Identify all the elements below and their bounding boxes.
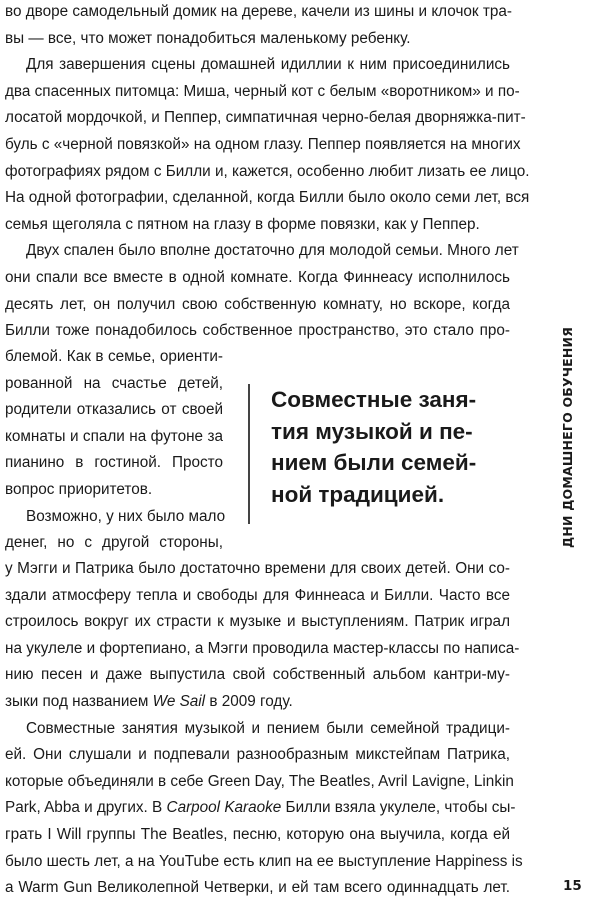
album-title: We Sail (152, 692, 206, 710)
text-line (5, 689, 510, 716)
text-line: было шесть лет, а на YouTube есть клип на ее выступление Happiness is (5, 852, 523, 870)
text-line: во дворе самодельный домик на дереве, качели из шины и клочок тра- (5, 3, 512, 20)
page-number: 15 (563, 878, 582, 894)
text-line: два спасенных питомца: Миша, черный кот с белым «воротником» и по- (5, 82, 520, 100)
text-line: родители отказались от своей (5, 401, 223, 419)
text-line: комнаты и спали на футоне за (5, 427, 223, 445)
text-line: Двух спален было вполне достаточно для молодой семьи. Много лет (26, 242, 519, 260)
text-line: вы — все, что может понадобиться маленькому ребенку. (5, 29, 411, 47)
text-run: Park, Abba и других. В (5, 799, 167, 817)
text-run: Билли взяла укулеле, чтобы сы- (281, 799, 516, 817)
body-text-wrapped (5, 344, 226, 557)
text-line (5, 795, 516, 822)
text-line: у Мэгги и Патрика было достаточно времени для своих детей. Они со- (5, 560, 510, 577)
text-line: грать I Will группы The Beatles, песню, которую она выучила, когда ей (5, 825, 510, 843)
text-line: буль с «черной повязкой» на одном глазу. Пеппер появляется на многих (5, 135, 521, 153)
text-line: фотографиях рядом с Билли и, кажется, особенно любит лизать ее лицо. (5, 162, 530, 180)
show-title: Carpool Karaoke (166, 799, 282, 817)
text-line: рованной на счастье детей, (5, 374, 223, 392)
text-line: здали атмосферу тепла и свободы для Финнеаса и Билли. Часто все (5, 586, 510, 604)
text-line: пианино в гостиной. Просто (5, 454, 223, 472)
text-line: строилось вокруг их страсти к музыке и выступлениям. Патрик играл (5, 613, 510, 631)
pull-quote-line: Совместные заня- (271, 387, 477, 412)
pull-quote (271, 384, 511, 510)
text-line: лосатой мордочкой, и Пеппер, симпатичная черно-белая дворняжка-пит- (5, 109, 526, 127)
pull-quote-line: тия музыкой и пе- (271, 418, 473, 444)
text-run: в 2009 году. (205, 692, 293, 710)
text-line: нию песен и даже выпустила свой собственный альбом кантри-му- (5, 666, 510, 684)
text-line: ей. Они слушали и подпевали разнообразным микстейпам Патрика, (5, 746, 510, 764)
chapter-running-title: ДНИ ДОМАШНЕГО ОБУЧЕНИЯ (560, 326, 575, 548)
text-line: a Warm Gun Великолепной Четверки, и ей там всего одиннадцать лет. (5, 879, 510, 897)
text-line: блемой. Как в семье, ориенти- (5, 348, 223, 365)
text-line: семья щеголяла с пятном на глазу в форме повязки, как у Пеппер. (5, 215, 480, 233)
text-line: которые объединяли в себе Green Day, The Beatles, Avril Lavigne, Linkin (5, 772, 514, 790)
text-line: Для завершения сцены домашней идиллии к ним присоединились (26, 56, 510, 74)
text-line: вопрос приоритетов. (5, 480, 153, 498)
text-line: Билли тоже понадобилось собственное пространство, это стало про- (5, 322, 510, 340)
text-line: десять лет, он получил свою собственную комнату, но вскоре, когда (5, 295, 510, 313)
pull-quote-rule (248, 384, 250, 524)
text-line: На одной фотографии, сделанной, когда Билли было около семи лет, вся (5, 189, 530, 207)
text-line: денег, но с другой стороны, (5, 534, 223, 552)
text-line: Совместные занятия музыкой и пением были семейной традици- (26, 719, 510, 737)
pull-quote-line: ной традицией. (271, 481, 445, 507)
body-text-bottom (5, 556, 523, 902)
body-text-top (5, 0, 530, 345)
pull-quote-line: нием были семей- (271, 450, 477, 475)
text-line: на укулеле и фортепиано, а Мэгги проводила мастер-классы по написа- (5, 639, 520, 657)
text-line: Возможно, у них было мало (26, 507, 226, 525)
text-run: зыки под названием (5, 692, 153, 710)
text-line: они спали все вместе в одной комнате. Когда Финнеасу исполнилось (5, 268, 510, 286)
